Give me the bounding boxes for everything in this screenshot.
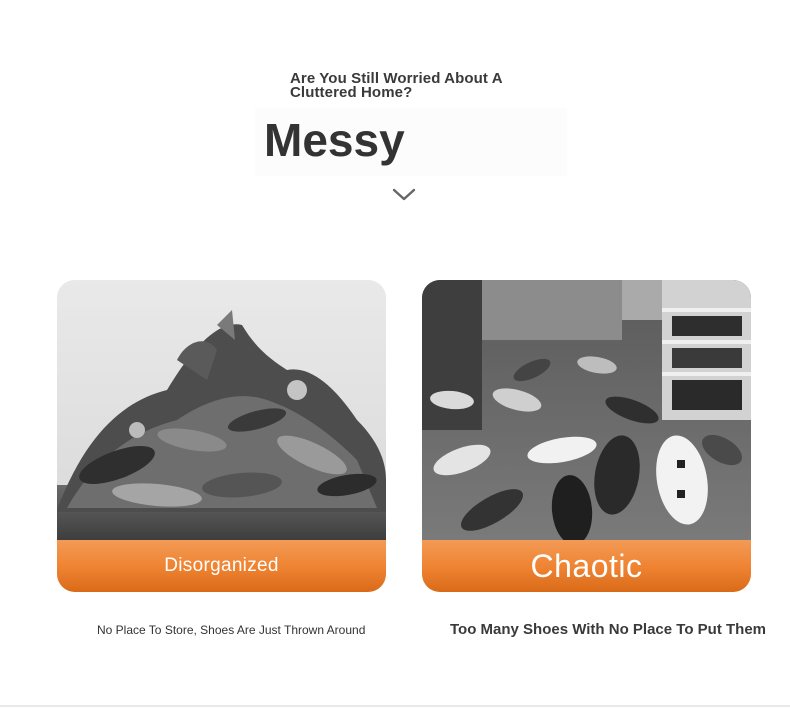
pile-of-shoes-image: [57, 280, 386, 540]
chevron-down-icon[interactable]: [392, 188, 416, 202]
card-caption-disorganized: No Place To Store, Shoes Are Just Thrown Around: [97, 623, 366, 637]
card-label-disorganized: Disorganized: [57, 540, 386, 592]
header-eyebrow: Are You Still Worried About A Cluttered Home?: [290, 70, 503, 101]
card-disorganized: [57, 280, 386, 592]
card-label-chaotic: Chaotic: [422, 540, 751, 592]
page-title: Messy: [264, 114, 405, 166]
card-chaotic: [422, 280, 751, 592]
card-caption-chaotic: Too Many Shoes With No Place To Put Them: [450, 621, 766, 638]
shoes-on-floor-image: [422, 280, 751, 540]
section-divider: [0, 705, 790, 707]
